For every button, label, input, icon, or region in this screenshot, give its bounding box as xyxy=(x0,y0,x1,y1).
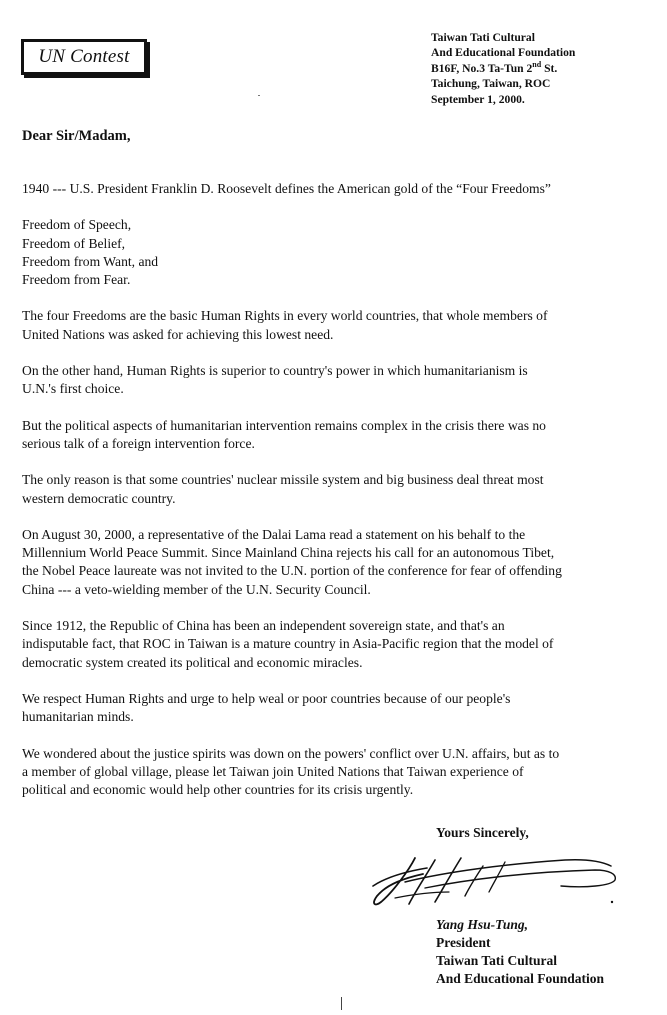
sender-address xyxy=(431,30,575,107)
paragraph-line: western democratic country. xyxy=(22,490,176,506)
paragraph-line: humanitarian minds. xyxy=(22,709,134,725)
paragraph-line: Since 1912, the Republic of China has been an independent sovereign state, and that's an xyxy=(22,618,505,634)
paragraph-line: political and economic would help other countries for its crisis urgently. xyxy=(22,782,414,798)
signature-block xyxy=(436,916,604,988)
paragraph-line: democratic system created its political and economic miracles. xyxy=(22,654,363,670)
paragraph-line: On August 30, 2000, a representative of the Dalai Lama read a statement on his behalf to the xyxy=(22,526,526,542)
un-contest-label: UN Contest xyxy=(38,46,130,67)
paragraph-line: The only reason is that some countries' nuclear missile system and big business deal threat most xyxy=(22,472,544,488)
signer-title: President xyxy=(436,935,491,950)
paragraph-line: indisputable fact, that ROC in Taiwan is a mature country in Asia-Pacific region that the model of xyxy=(22,636,554,652)
paragraph-line: We wondered about the justice spirits was down on the powers' conflict over U.N. affairs, but as to xyxy=(22,745,560,761)
paragraph-line: On the other hand, Human Rights is superior to country's power in which humanitarianism is xyxy=(22,363,528,379)
freedom-item: Freedom of Belief, xyxy=(22,235,126,251)
letter-date: September 1, 2000. xyxy=(431,92,525,106)
paragraph-line: Millennium World Peace Summit. Since Mainland China rejects his call for an autonomous Tibet, xyxy=(22,545,555,561)
paragraph-line: But the political aspects of humanitarian intervention remains complex in the crisis there was no xyxy=(22,417,546,433)
address-line-4: Taichung, Taiwan, ROC xyxy=(431,77,551,91)
un-contest-box xyxy=(21,39,147,75)
freedom-item: Freedom from Want, and xyxy=(22,253,159,269)
signer-org-line-1: Taiwan Tati Cultural xyxy=(436,953,558,968)
letter-body xyxy=(22,180,652,799)
paragraph-line: the Nobel Peace laureate was not invited to the U.N. portion of the conference for fear of offending xyxy=(22,563,562,579)
page-mark xyxy=(341,997,342,1010)
closing: Yours Sincerely, xyxy=(436,825,529,840)
address-line-2: And Educational Foundation xyxy=(431,46,576,60)
paragraph-line: serious talk of a foreign intervention force. xyxy=(22,435,255,451)
paragraph-line: a member of global village, please let Taiwan join United Nations that Taiwan experience of xyxy=(22,763,524,779)
handwritten-signature xyxy=(365,852,635,914)
paragraph-line: United Nations was asked for achieving this lowest need. xyxy=(22,326,334,342)
scan-speck xyxy=(258,95,260,96)
address-line-3: B16F, No.3 Ta-Tun 2nd St. xyxy=(431,59,558,75)
address-line-1: Taiwan Tati Cultural xyxy=(431,31,535,44)
paragraph-line: China --- a veto-wielding member of the U.N. Security Council. xyxy=(22,581,371,597)
signer-name: Yang Hsu-Tung, xyxy=(436,917,529,932)
paragraph-line: The four Freedoms are the basic Human Rights in every world countries, that whole members of xyxy=(22,308,548,324)
salutation: Dear Sir/Madam, xyxy=(22,128,131,144)
freedom-item: Freedom from Fear. xyxy=(22,272,131,288)
paragraph-line: We respect Human Rights and urge to help weal or poor countries because of our people's xyxy=(22,690,511,706)
paragraph-four-freedoms-intro: 1940 --- U.S. President Franklin D. Roosevelt defines the American gold of the “Four Freedoms” xyxy=(22,181,551,196)
freedom-item: Freedom of Speech, xyxy=(22,217,132,233)
signer-org-line-2: And Educational Foundation xyxy=(436,971,605,986)
paragraph-line: U.N.'s first choice. xyxy=(22,381,124,397)
